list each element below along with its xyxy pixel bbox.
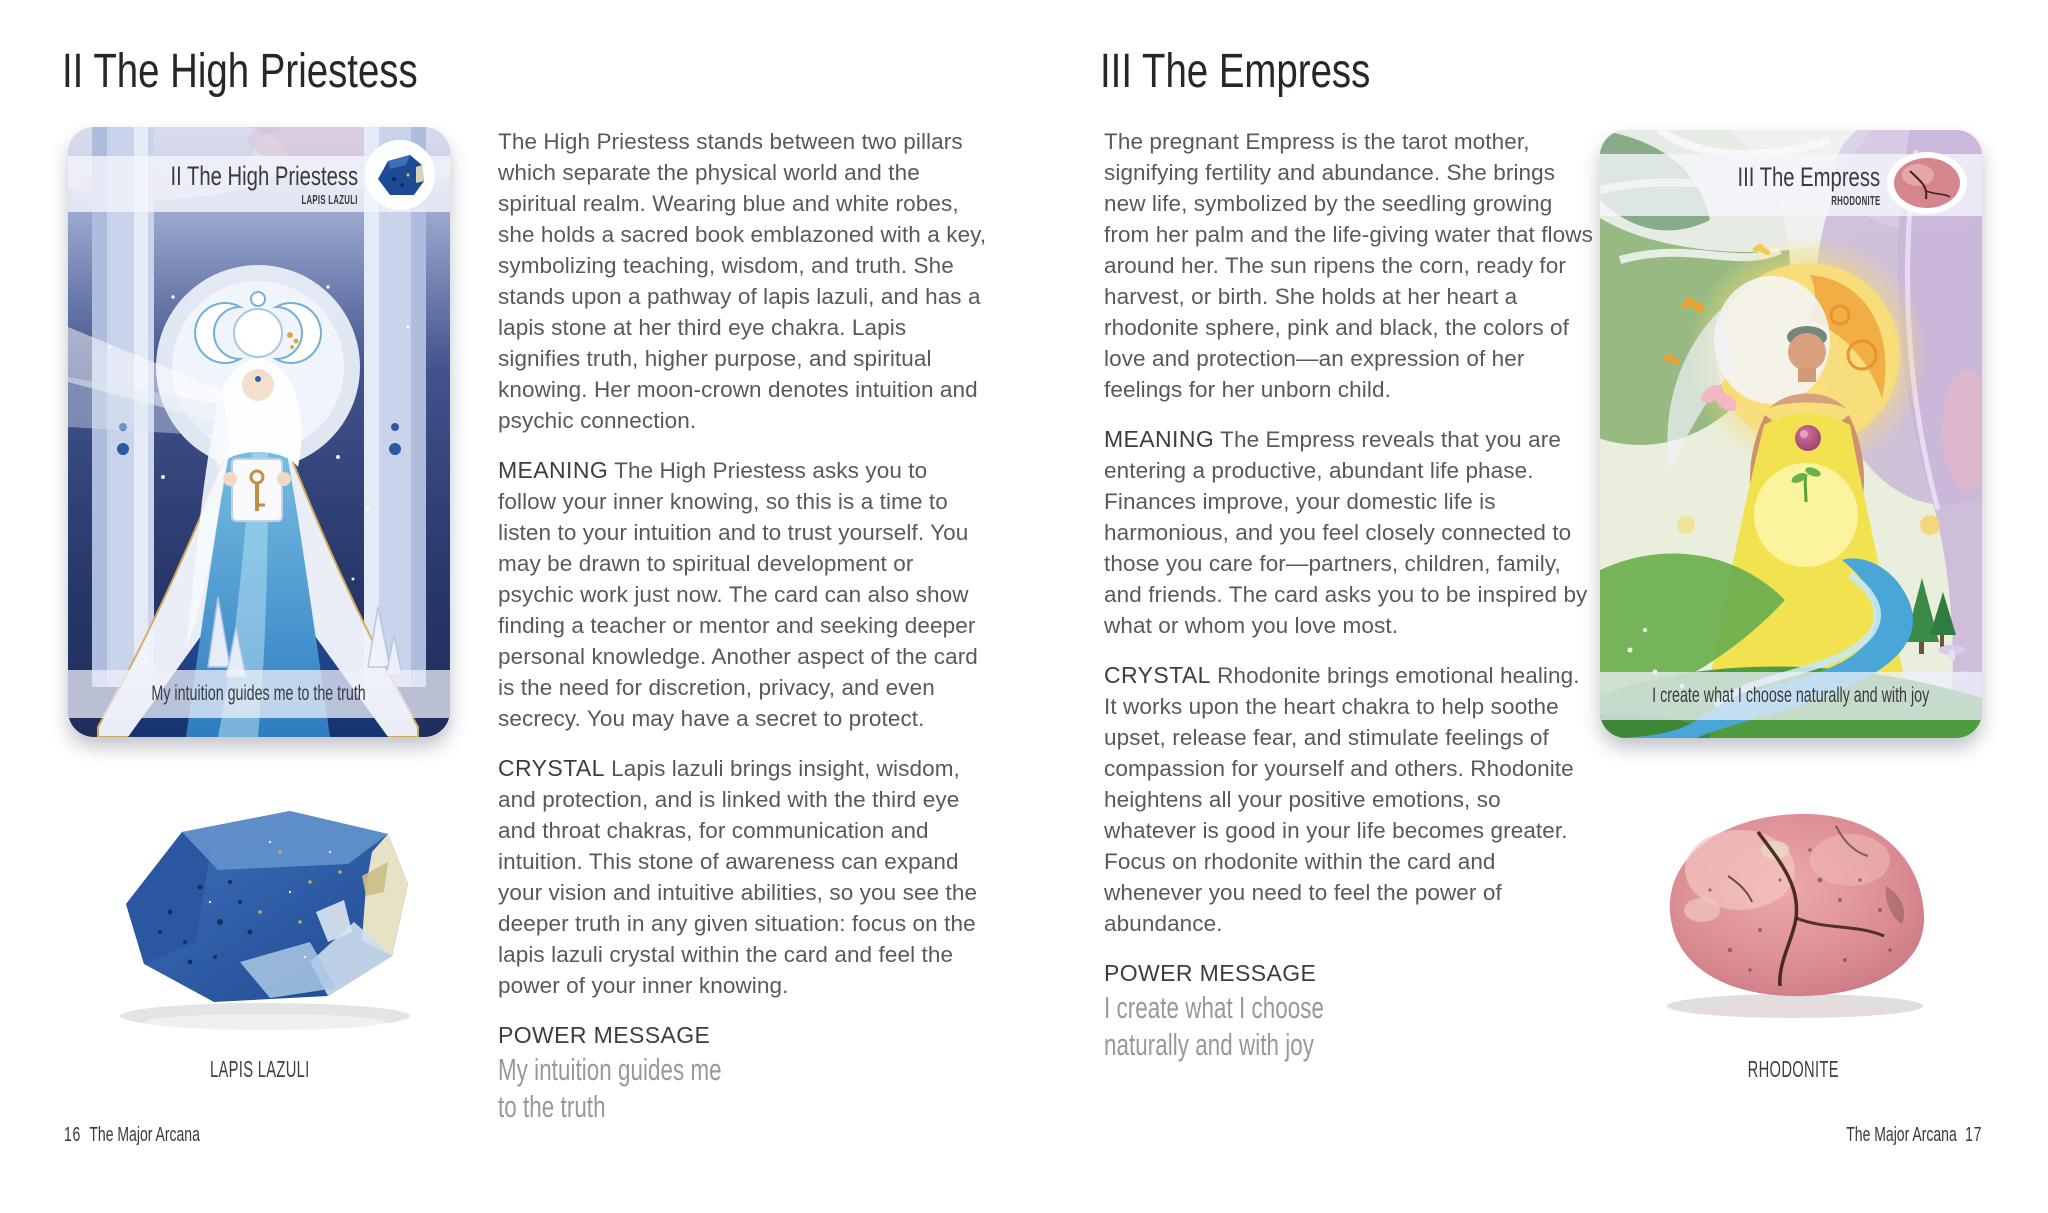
intro-paragraph: The High Priestess stands between two pillars which separate the physical world and the spiritual realm. Wearing blue and white robes, she holds a sacred book emblazoned with a key, symbolizing teaching, wisdom, and truth. She stands upon a pathway of lapis lazuli, and has a lapis stone at her third eye chakra. Lapis signifies truth, higher purpose, and spiritual knowing. Her moon-crown denotes intuition and psychic connection. [498, 129, 987, 433]
card-caption: My intuition guides me to the truth [151, 682, 367, 705]
lapis-lazuli-photo [100, 792, 430, 1037]
meaning-paragraph: MEANING The High Priestess asks you to follow your inner knowing, so this is a time to listen to your intuition and to trust yourself. You may be drawn to spiritual development or psychic work just now. The card can also show finding a teacher or mentor and seeking deeper personal knowledge. Another aspect of the card is the need for discretion, privacy, and even secrecy. You may have a secret to protect. [498, 457, 978, 731]
meaning-label: MEANING [498, 457, 609, 483]
rhodonite-photo-caption: RHODONITE [1747, 1056, 1839, 1082]
rhodonite-stone-icon [1886, 151, 1968, 220]
footer-left [64, 1124, 258, 1147]
meaning-paragraph: MEANING The Empress reveals that you are entering a productive, abundant life phase. Finances improve, your domestic life is harmonious, and you feel closely connected to those you care for—partners, children, family, and friends. The card asks you to be inspired by what or whom you love most. [1104, 426, 1588, 638]
high-priestess-card-art [68, 127, 450, 737]
crystal-paragraph: CRYSTAL Lapis lazuli brings insight, wisdom, and protection, and is linked with the third eye and throat chakras, for communication and intuition. This stone of awareness can expand your vision and intuitive abilities, so you see the deeper truth in any given situation: focus on the lapis lazuli crystal within the card and feel the power of your inner knowing. [498, 755, 978, 998]
power-message-text: I create what I choose [1104, 990, 1324, 1025]
high-priestess-text-column [498, 126, 990, 1144]
empress-card-art [1600, 130, 1982, 738]
card-caption-strip [1600, 672, 1982, 720]
lapis-photo-caption: LAPIS LAZULI [210, 1056, 310, 1082]
crystal-label: CRYSTAL [1104, 662, 1211, 688]
page-title-high-priestess: II The High Priestess [62, 45, 418, 98]
card-title: II The High Priestess [170, 161, 358, 191]
card-subtitle: LAPIS LAZULI [301, 193, 358, 207]
power-message-paragraph [1104, 958, 1596, 1063]
meaning-label: MEANING [1104, 426, 1215, 452]
card-title: III The Empress [1737, 162, 1880, 192]
power-message-text: to the truth [498, 1089, 606, 1124]
card-subtitle: RHODONITE [1830, 194, 1880, 208]
page-number: 17 [1965, 1124, 1982, 1146]
power-message-label: POWER MESSAGE [498, 1022, 711, 1048]
page-title-empress: III The Empress [1100, 45, 1371, 98]
footer-right [1788, 1124, 1982, 1147]
section-title: The Major Arcana [1846, 1124, 1957, 1146]
rhodonite-photo [1640, 790, 1950, 1025]
power-message-paragraph [498, 1020, 990, 1125]
power-message-text: My intuition guides me [498, 1052, 722, 1087]
page-number: 16 [64, 1124, 81, 1146]
power-message-text: naturally and with joy [1104, 1027, 1315, 1062]
high-priestess-card [68, 127, 450, 737]
section-title: The Major Arcana [89, 1124, 200, 1146]
card-caption: I create what I choose naturally and with joy [1652, 684, 1930, 707]
crystal-label: CRYSTAL [498, 755, 605, 781]
card-header-strip [1600, 154, 1982, 216]
empress-text-column [1104, 126, 1596, 1082]
empress-card [1600, 130, 1982, 738]
card-caption-strip [68, 670, 450, 718]
power-message-label: POWER MESSAGE [1104, 960, 1317, 986]
intro-paragraph: The pregnant Empress is the tarot mother, signifying fertility and abundance. She brings new life, symbolized by the seedling growing from her palm and the life-giving water that flows around her. The sun ripens the corn, ready for harvest, or birth. She holds at her heart a rhodonite sphere, pink and black, the colors of love and protection—an expression of her feelings for her unborn child. [1104, 129, 1593, 402]
card-header-strip [68, 156, 450, 212]
lapis-stone-icon [364, 139, 436, 216]
crystal-paragraph: CRYSTAL Rhodonite brings emotional healing. It works upon the heart chakra to help soothe upset, release fear, and stimulate feelings of compassion for yourself and others. Rhodonite heightens all your positive emotions, so whatever is good in your life becomes greater. Focus on rhodonite within the card and whenever you need to feel the power of abundance. [1104, 662, 1580, 936]
